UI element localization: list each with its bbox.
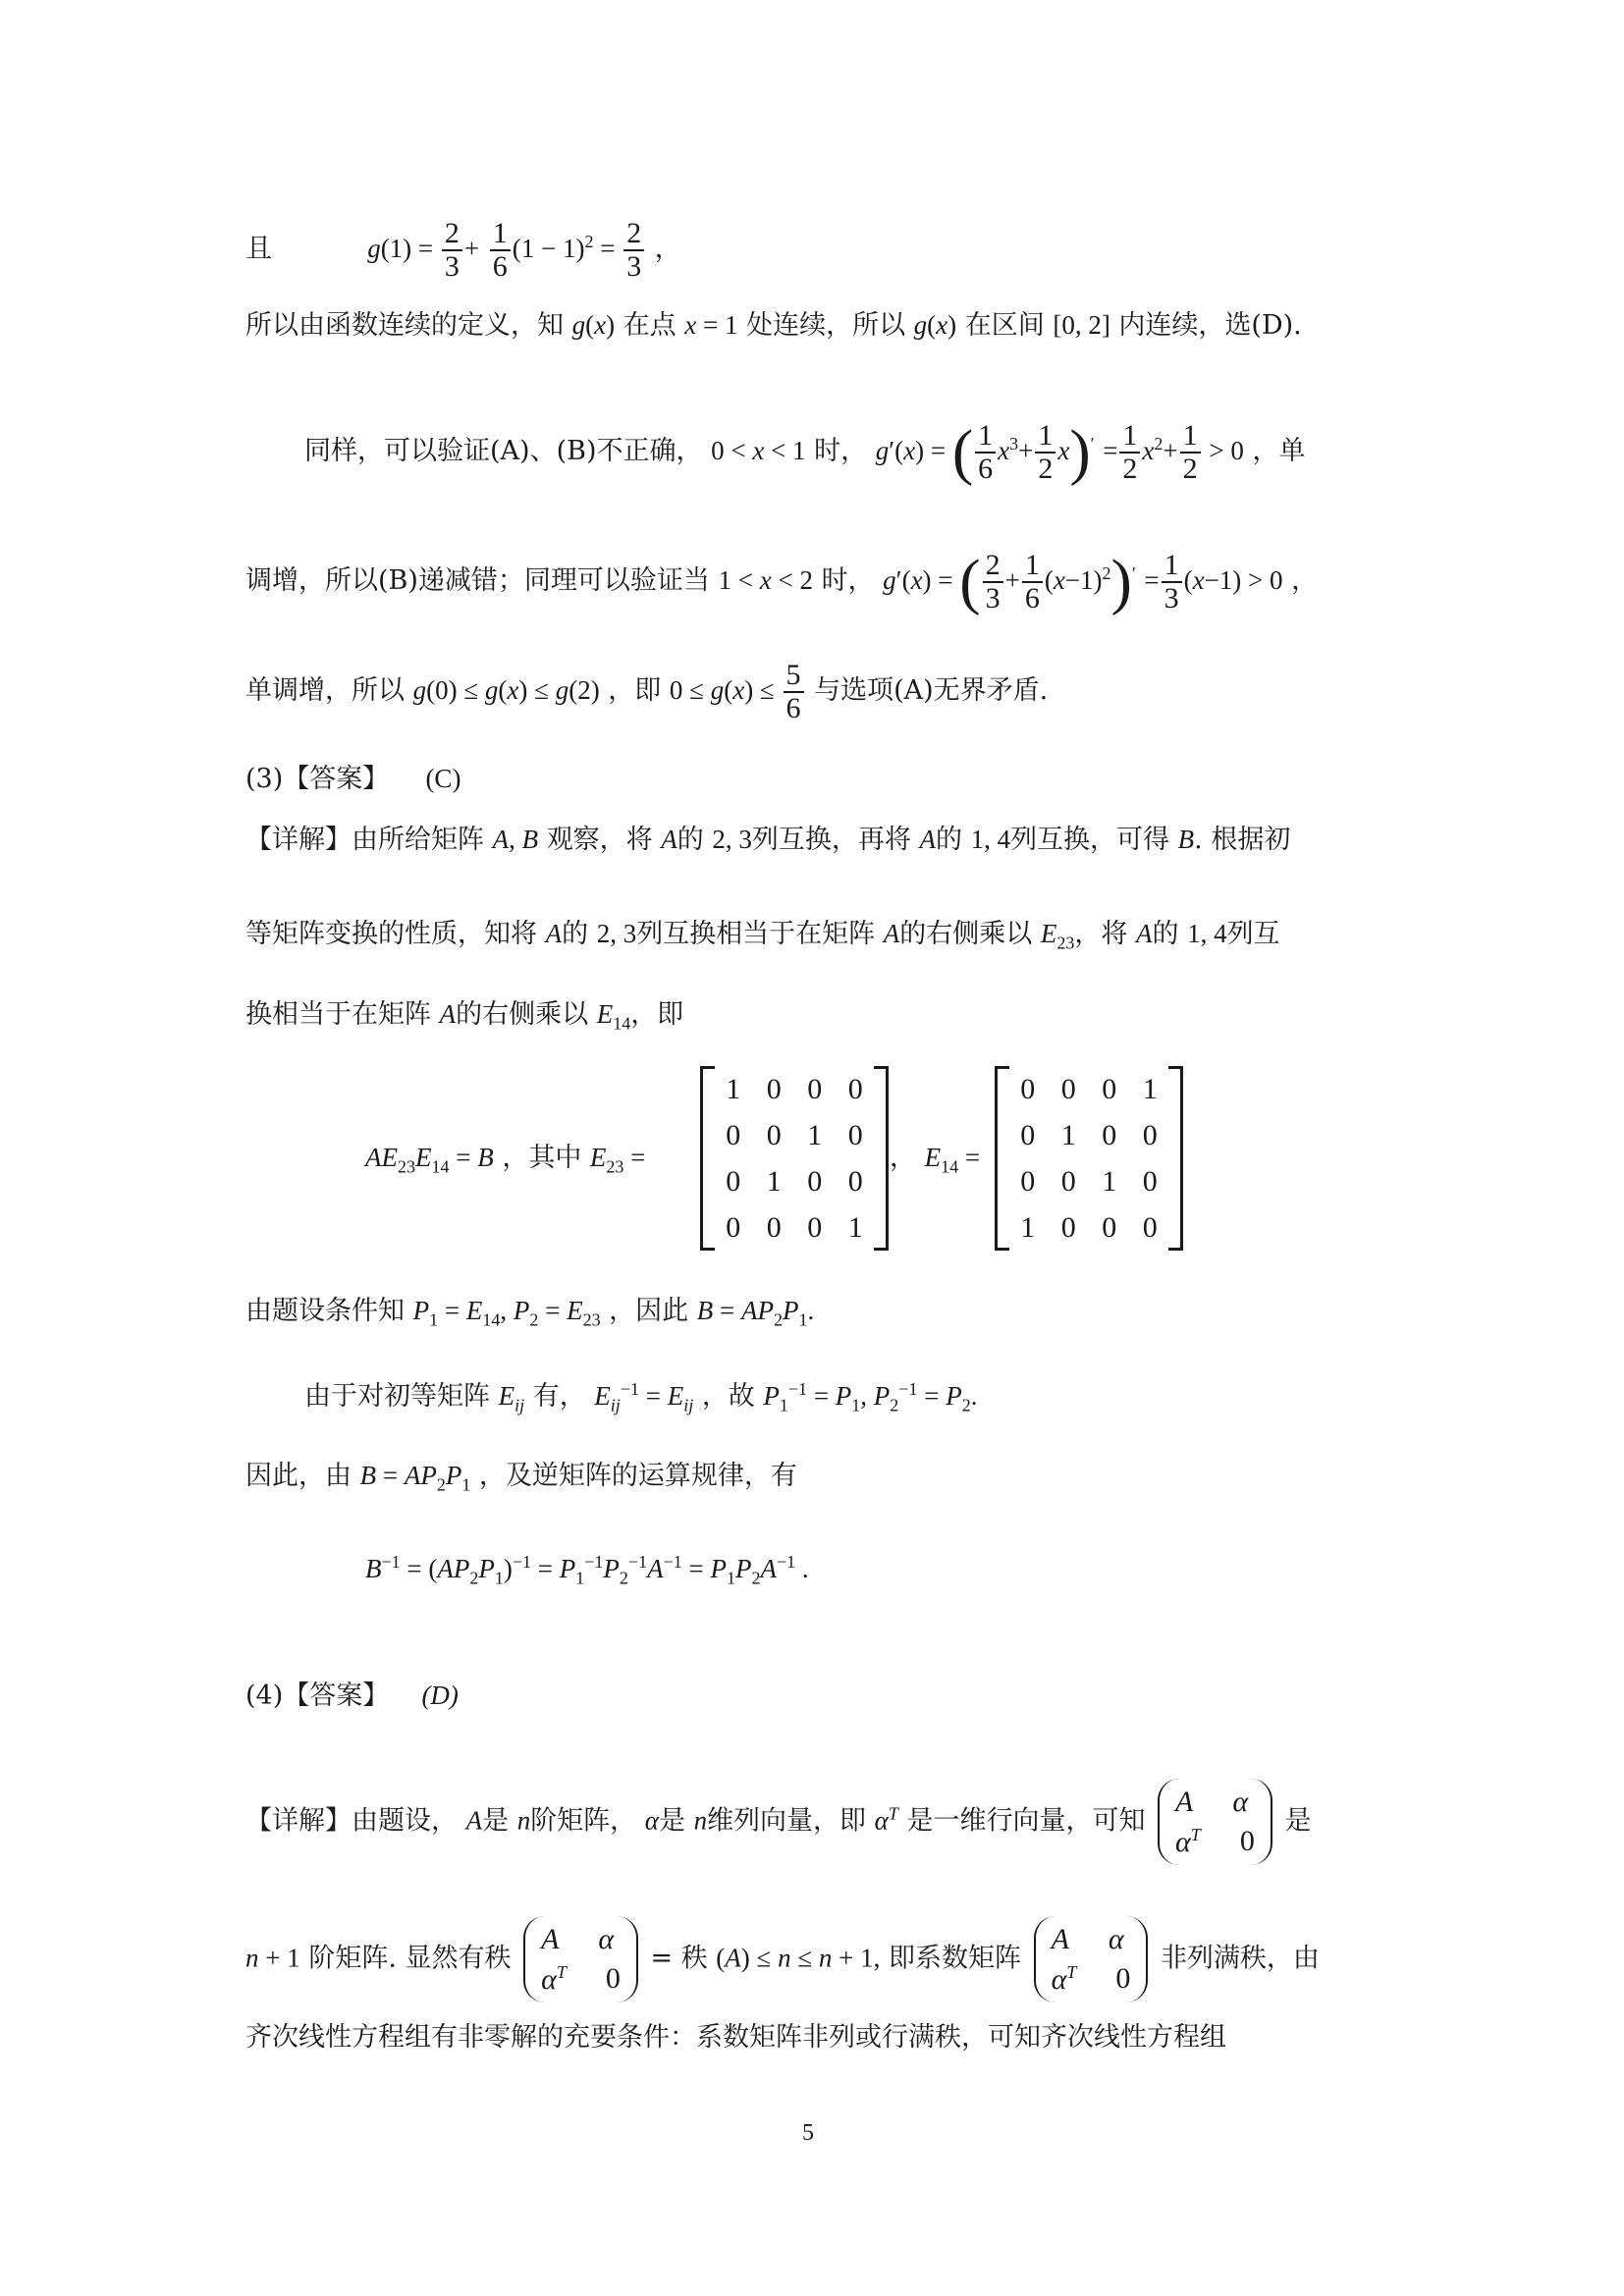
detail-3-line1: 【详解】由所给矩阵 A, B 观察，将 A的 2, 3列互换，再将 A的 1, 4列互换，可得 B. 根据初 xyxy=(245,825,1291,855)
inverse-result: $B^{-1} = (AP_2P_1)^{-1} = P_1^{-1}P_2^{-1}A^{-1} = P_1P_2A^{-1}$ . xyxy=(365,1552,809,1588)
block-matrix: A α $\alpha^T$ 0 xyxy=(1158,1779,1272,1865)
matrix-E14 xyxy=(995,1066,1183,1251)
text-lead: 且 xyxy=(245,234,272,264)
answer-3-label: (3)【答案】 (C) xyxy=(245,764,461,794)
matrix-row: 0 1 0 0 xyxy=(1020,1118,1158,1151)
matrix-row: 0 0 0 1 xyxy=(1020,1072,1158,1105)
answer-3-value: (C) xyxy=(425,764,461,793)
matrix-row: 0 0 0 1 xyxy=(726,1210,863,1244)
detail-4-line3: 齐次线性方程组有非零解的充要条件：系数矩阵非列或行满秩，可知齐次线性方程组 xyxy=(245,2022,1226,2053)
detail-3-line2: 等矩阵变换的性质，知将 A的 2, 3列互换相当于在矩阵 A的右侧乘以 $E_{23}$，将 A的 1, 4列互 xyxy=(245,919,1280,953)
paragraph-verify-b: 调增，所以(B)递减错；同理可以验证当 1 < x < 2 时， g′(x) = ( $\frac{2}{3}$ + $\frac{1}{6}$ $(x-1)^2)'$ = $\frac{1}{3}$ (x−1) > 0 ， xyxy=(245,546,1319,616)
matrix-row: 1 0 0 0 xyxy=(1020,1210,1158,1244)
block-matrix: A α $\alpha^T$ 0 xyxy=(1034,1916,1149,2002)
eq-g1-line: 且 g(1) = $\frac{2}{3}$ + $\frac{1}{6}$ $(1 - 1)^2$ = $\frac{2}{3}$ ， xyxy=(245,217,681,283)
matrix-row: 0 0 1 0 xyxy=(1020,1164,1158,1198)
matrix-row: 0 0 1 0 xyxy=(726,1118,863,1151)
matrix-row: 1 0 0 0 xyxy=(726,1072,863,1105)
thus-line: 因此，由 $B = AP_2P_1$ ，及逆矩阵的运算规律，有 xyxy=(245,1461,797,1495)
condition-line: 由题设条件知 $P_1 = E_{14}$, $P_2 = E_{23}$ ，因此 $B = AP_2P_1$. xyxy=(245,1296,815,1330)
paragraph-bounded: 单调增，所以 g(0) ≤ g(x) ≤ g(2) ，即 0 ≤ g(x) ≤ $\frac{5}{6}$ 与选项(A)无界矛盾. xyxy=(245,659,1049,724)
matrix-E14-label: ， $E_{14}$ = xyxy=(890,1143,981,1177)
inverse-line: 由于对初等矩阵 $E_{ij}$ 有， $E_{ij}^{-1} = E_{ij}$ ，故 $P_1^{-1} = P_1$, $P_2^{-1} = P_2$. xyxy=(304,1379,978,1415)
paragraph-continuity: 所以由函数连续的定义，知 g(x) 在点 x = 1 处连续，所以 g(x) 在区间 [0, 2] 内连续，选(D). xyxy=(245,310,1302,341)
answer-4-label: (4)【答案】 (D) xyxy=(245,1681,459,1711)
detail-4-line2: n + 1 阶矩阵. 显然有秩 A α $\alpha^T$ 0 = 秩 (A) ≤ n ≤ n + 1, 即系数矩阵 A α $\alpha^T$ 0 非列满秩，由 xyxy=(245,1916,1320,2002)
detail-3-line3: 换相当于在矩阵 A的右侧乘以 $E_{14}$，即 xyxy=(245,999,684,1034)
paragraph-verify-a: 同样，可以验证(A)、(B)不正确， 0 < x < 1 时， g′(x) = ( $\frac{1}{6}$ $x^3+$ $\frac{1}{2}$ x)′ = $\frac{1}{2}$ $x^2+$ $\frac{1}{2}$ > 0 ，单 xyxy=(304,416,1306,487)
block-matrix: A α $\alpha^T$ 0 xyxy=(523,1916,638,2002)
answer-4-value: (D) xyxy=(421,1681,459,1710)
detail-4-line1: 【详解】由题设， A是 n阶矩阵， α是 n维列向量，即 $\alpha^T$ 是一维行向量，可知 A α $\alpha^T$ 0 是 xyxy=(245,1779,1311,1865)
matrix-row: 0 1 0 0 xyxy=(726,1164,863,1198)
page-number: 5 xyxy=(802,2120,814,2146)
matrix-equation: $AE_{23}E_{14} = B$ ，其中 $E_{23}$ = xyxy=(365,1143,646,1177)
matrix-E23 xyxy=(700,1066,889,1251)
